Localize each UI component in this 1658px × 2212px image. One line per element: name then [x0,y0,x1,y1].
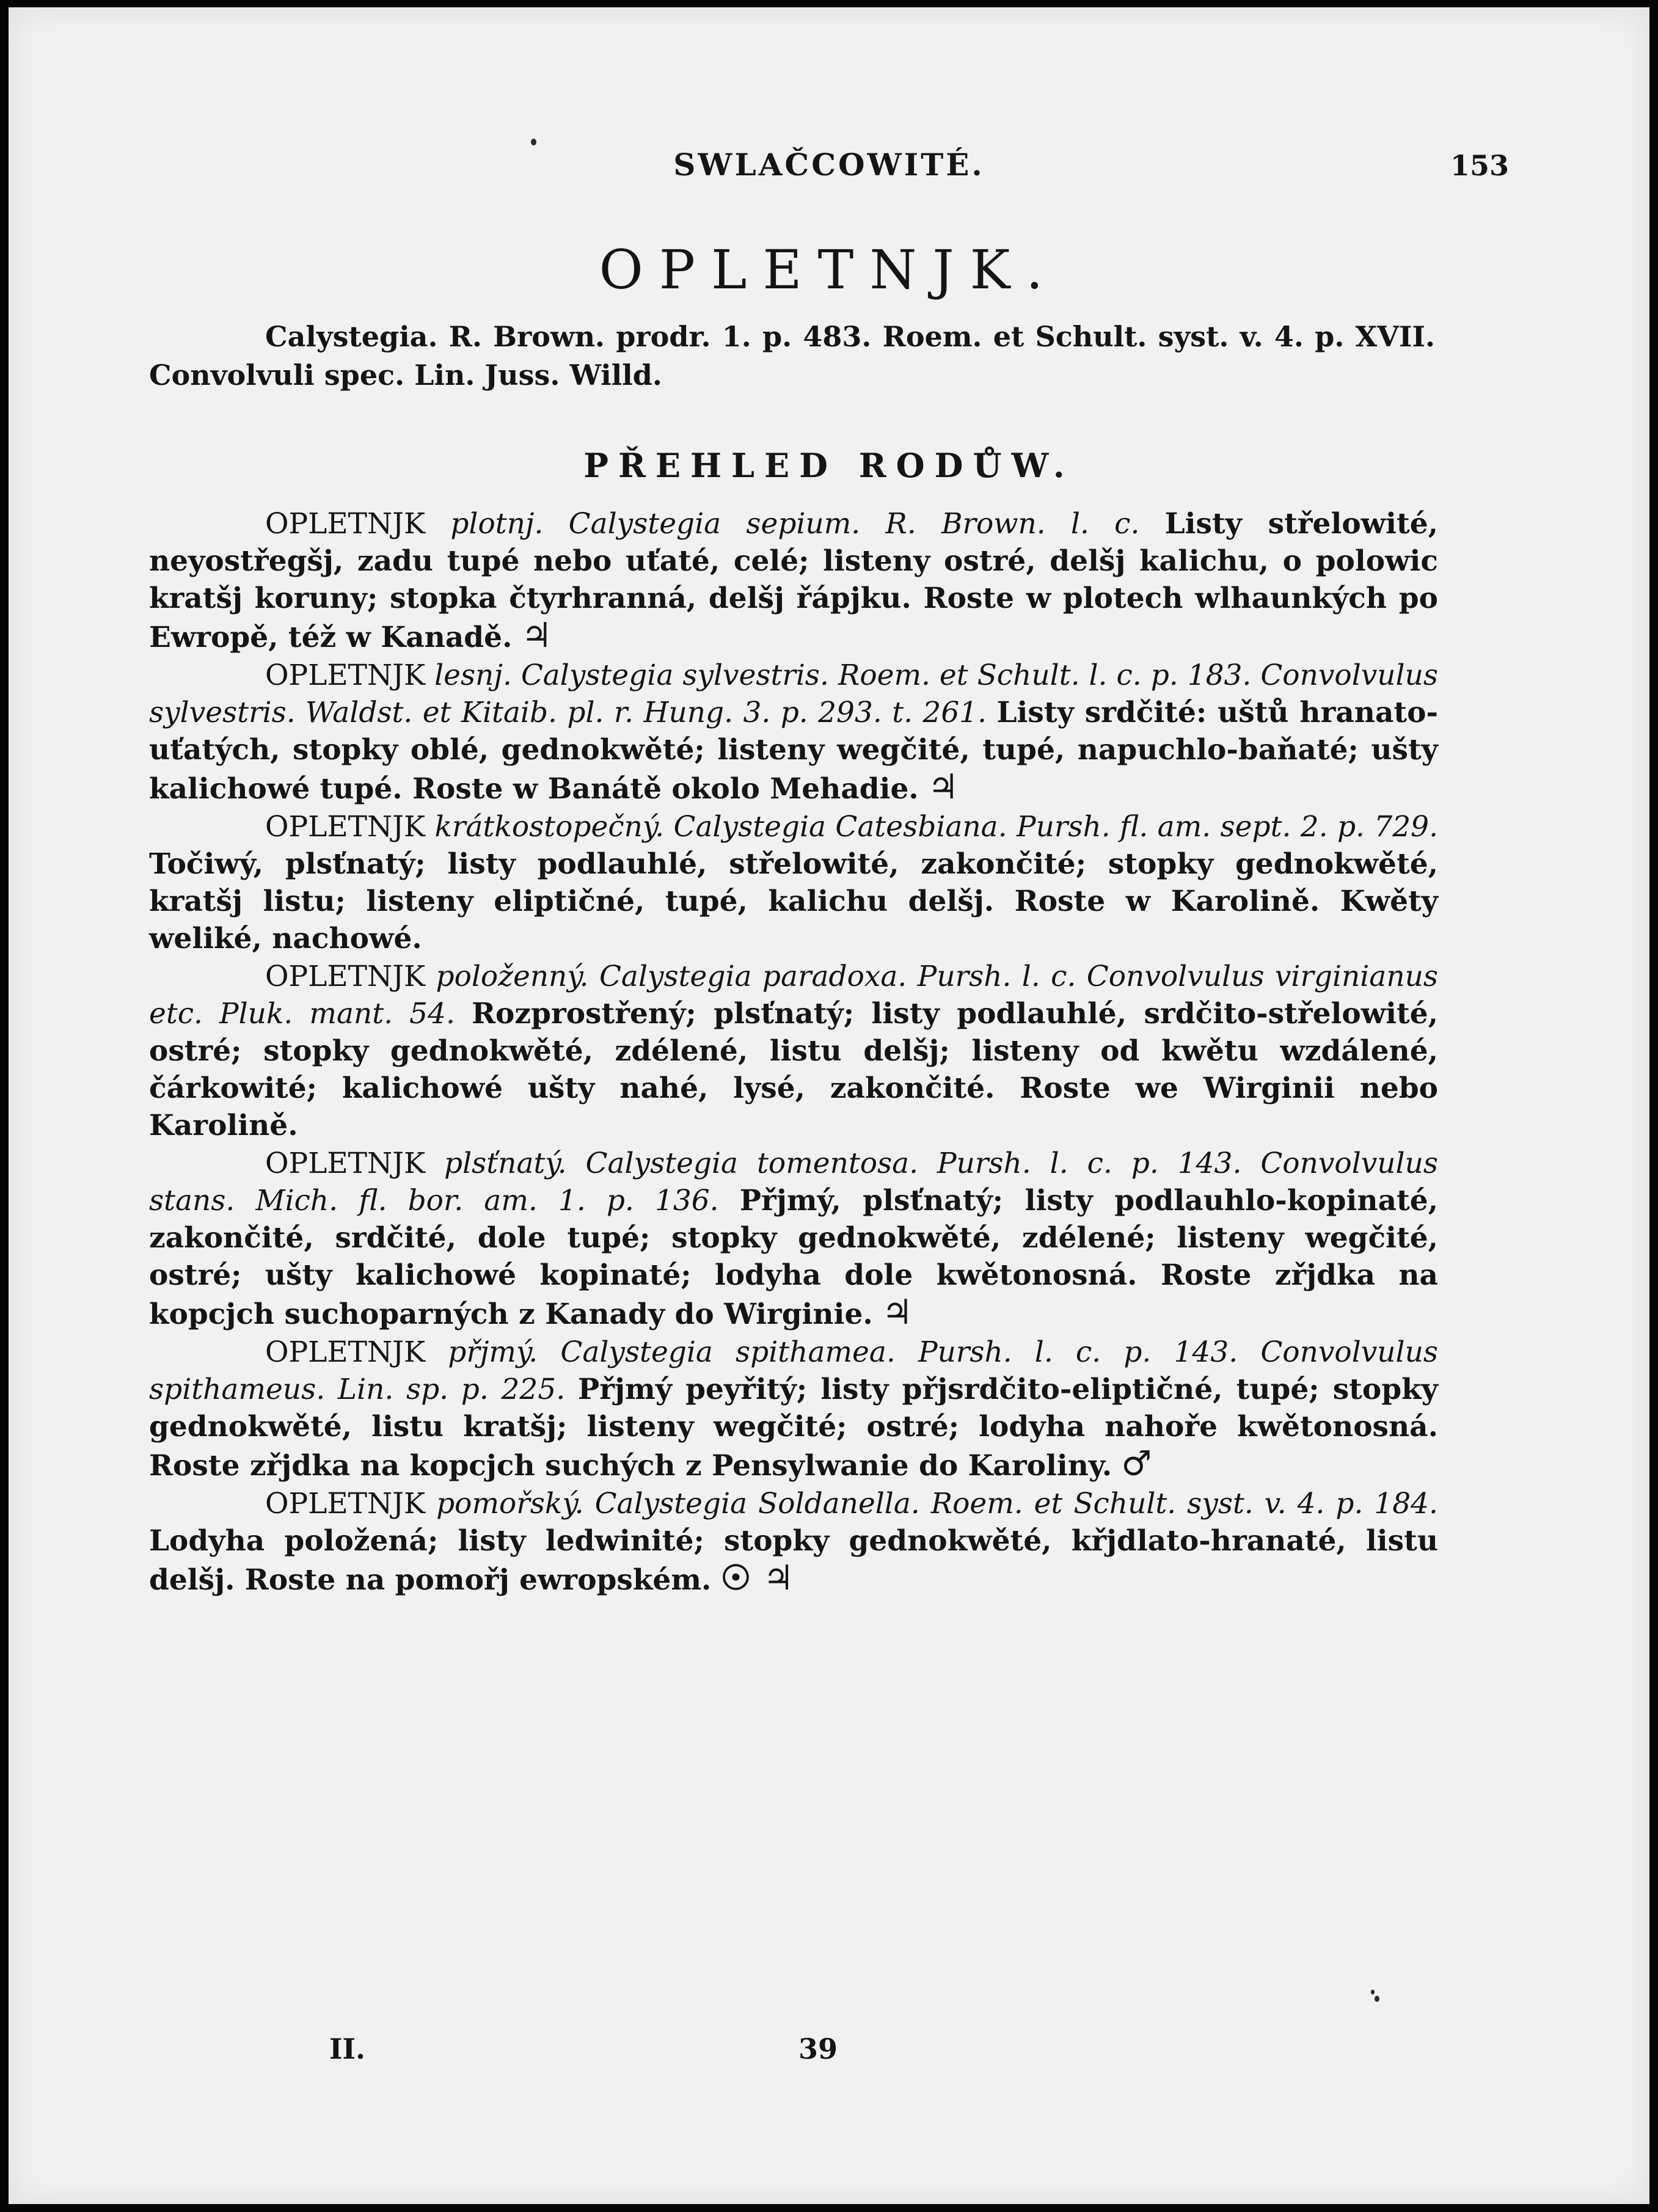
entry-description: Lodyha položená; listy ledwinité; stopky gednokwěté, křjdlato-hranaté, listu delšj. Roste na pomořj ewropském. [149,1524,1438,1597]
entry-genus: OPLETNJK [265,1335,426,1369]
entry-reference: Calystegia tomentosa. Pursh. l. c. p. 143. Convolvulus stans. Mich. fl. bor. am. 1. p. 136. [149,1147,1438,1217]
entry-reference: Calystegia paradoxa. Pursh. l. c. Convolvulus virginianus etc. Pluk. mant. 54. [149,960,1438,1031]
entry-species: pomořský. [436,1487,584,1520]
footer-signature: II. [329,2032,366,2065]
entry-genus: OPLETNJK [265,1487,426,1520]
species-entry [149,1334,1438,1484]
species-entry [149,505,1438,656]
entry-symbol: ♃ [521,615,552,655]
entry-genus: OPLETNJK [265,1147,426,1180]
entry-description: Listy srdčité: uštů hranato-uťatých, stopky oblé, gednokwěté; listeny wegčité, tupé, napuchlo-baňaté; ušty kalichowé tupé. Roste w Banátě okolo Mehadie. [149,696,1438,806]
entry-description: Listy střelowité, neyostřegšj, zadu tupé nebo uťaté, celé; listeny ostré, delšj kalichu, o polowic kratšj koruny; stopka čtyrhranná, delšj řápjku. Roste w plotech wlhaunkých po Ewropě, též w Kanadě. [149,507,1438,654]
entry-species: plotnj. [450,507,544,541]
entry-description: Rozprostřený; plsťnatý; listy podlauhlé, srdčito-střelowité, ostré; stopky gednokwěté, zdélené, listu delšj; listeny od kwětu wzdálené, čárkowité; kalichowé ušty nahé, lysé, zakončité. Roste we Wirginii nebo Karolině. [149,997,1439,1142]
entry-species: lesnj. [434,659,512,692]
entry-genus: OPLETNJK [265,810,426,844]
entry-species: přjmý. [448,1335,538,1369]
entry-symbol: ♃ [927,767,959,807]
genus-synonymy: Calystegia. R. Brown. prodr. 1. p. 483. Roem. et Schult. syst. v. 4. p. XVII. Convolvuli spec. Lin. Juss. Willd. [149,320,1435,392]
entry-genus: OPLETNJK [265,507,426,541]
entry-symbol: ☉ ♃ [720,1558,794,1598]
species-entry [149,1145,1438,1333]
print-speck [1375,1996,1379,2002]
print-speck [1371,1990,1375,1995]
entry-symbol: ♂ [1121,1444,1152,1484]
entry-genus: OPLETNJK [265,960,426,993]
print-speck [531,139,536,145]
entry-genus: OPLETNJK [265,659,426,692]
footer-sheet-number: 39 [798,2032,838,2065]
entry-description: Přjmý peyřitý; listy přjsrdčito-eliptičné, tupé; stopky gednokwěté, listu kratšj; listeny wegčité; ostré; lodyha nahoře kwětonosná. Roste zřjdka na kopcjch suchých z Pensylwanie do Karoliny. [149,1373,1438,1483]
entry-reference: Calystegia spithamea. Pursh. l. c. p. 143. Convolvulus spithameus. Lin. sp. p. 225. [149,1335,1438,1406]
entry-reference: Calystegia sepium. R. Brown. l. c. [568,507,1140,541]
species-entry [149,1485,1438,1599]
entry-species: položenný. [436,960,589,993]
running-title: SWLAČCOWITÉ. [673,147,985,183]
running-header [9,147,1649,195]
entry-reference: Calystegia Soldanella. Roem. et Schult. syst. v. 4. p. 184. [594,1487,1438,1520]
page-number: 153 [1450,149,1509,182]
entry-reference: Calystegia Catesbiana. Pursh. fl. am. sept. 2. p. 729. [673,810,1439,844]
species-entries [149,505,1438,1599]
entry-description: Točiwý, plsťnatý; listy podlauhlé, střelowité, zakončité; stopky gednokwěté, kratšj listu; listeny eliptičné, tupé, kalichu delšj. Roste w Karolině. Kwěty weliké, nachowé. [149,847,1438,955]
overview-heading: PŘEHLED RODŮW. [583,446,1075,485]
entry-species: plsťnatý. [444,1147,567,1180]
species-entry [149,808,1438,957]
entry-reference: Calystegia sylvestris. Roem. et Schult. l. c. p. 183. Convolvulus sylvestris. Waldst. et Kitaib. pl. r. Hung. 3. p. 293. t. 261. [149,659,1438,729]
entry-species: krátkostopečný. [434,810,665,844]
species-entry [149,657,1438,808]
entry-symbol: ♃ [882,1292,913,1332]
book-page [9,7,1649,2204]
species-entry [149,958,1438,1144]
entry-description: Přjmý, plsťnatý; listy podlauhlo-kopinaté, zakončité, srdčité, dole tupé; stopky gednokwěté, zdélené; listeny wegčité, ostré; ušty kalichowé kopinaté; lodyha dole kwětonosná. Roste zřjdka na kopcjch suchoparných z Kanady do Wirginie. [149,1184,1438,1331]
genus-title: OPLETNJK. [599,238,1059,301]
